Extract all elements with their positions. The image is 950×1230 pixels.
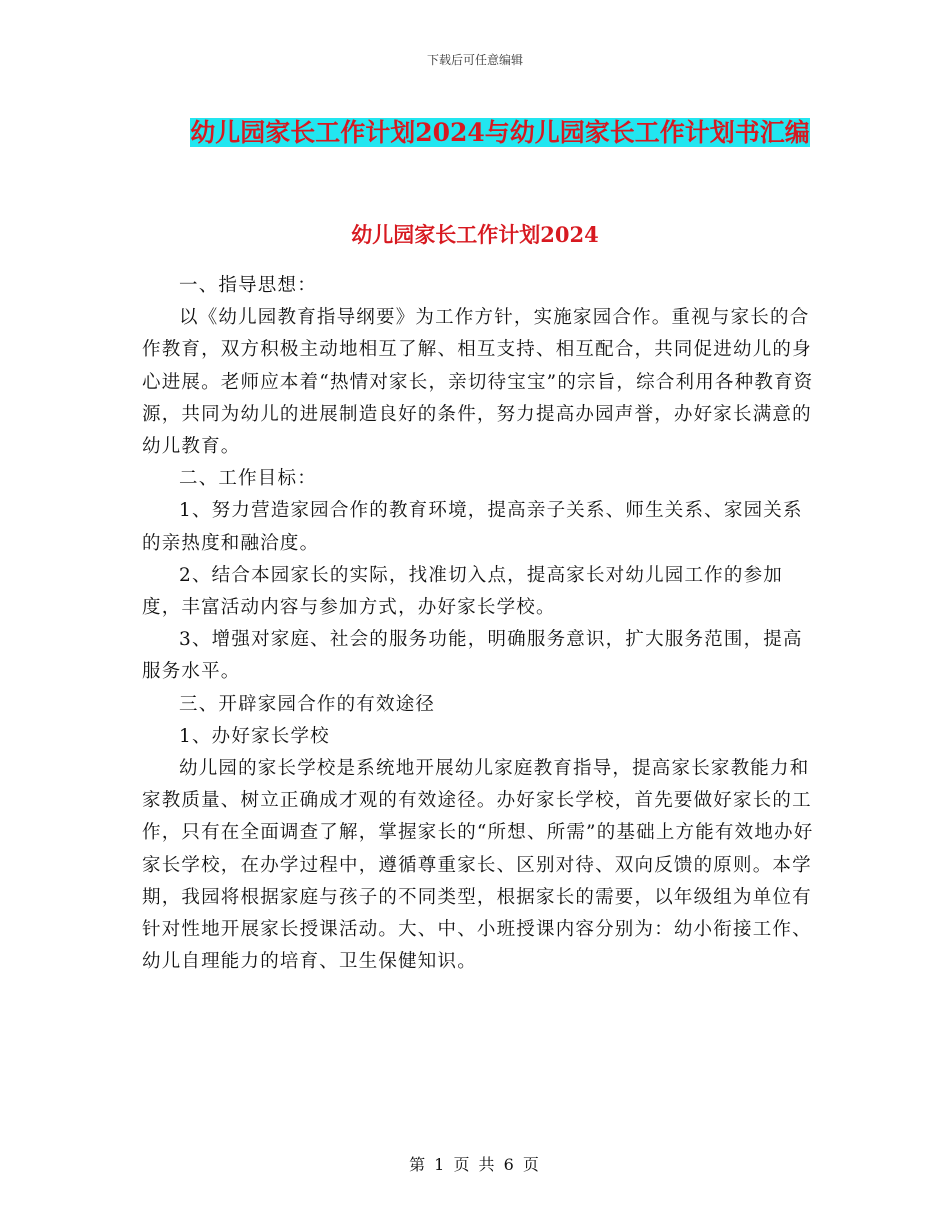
goal-item-3: 3、增强对家庭、社会的服务功能，明确服务意识，扩大服务范围，提高服务水平。 [142,629,803,683]
section-title: 幼儿园家长工作计划2024 [351,222,599,247]
heading-cooperation-paths: 三、开辟家园合作的有效途径 [179,693,436,715]
page-number: 第 1 页 共 6 页 [409,1155,541,1174]
document-title [140,110,860,155]
document-title-text: 幼儿园家长工作计划2024与幼儿园家长工作计划书汇编 [190,118,810,147]
subheading-parent-school: 1、办好家长学校 [179,725,330,747]
goal-item-1: 1、努力营造家园合作的教育环境，提高亲子关系、师生关系、家园关系的亲热度和融洽度。 [142,500,803,554]
document-body [142,270,818,978]
paragraph-parent-school: 幼儿园的家长学校是系统地开展幼儿家庭教育指导，提高家长家教能力和家教质量、树立正确成才观的有效途径。办好家长学校，首先要做好家长的工作，只有在全面调查了解，掌握家长的“所想、所需”的基础上方能有效地办好家长学校，在办学过程中，遵循尊重家长、区别对待、双向反馈的原则。本学期，我园将根据家庭与孩子的不同类型，根据家长的需要，以年级组为单位有针对性地开展家长授课活动。大、中、小班授课内容分别为：幼小衔接工作、幼儿自理能力的培育、卫生保健知识。 [142,758,814,973]
heading-work-goals: 二、工作目标： [179,468,317,490]
heading-guiding-thought: 一、指导思想： [179,275,317,296]
goal-item-2: 2、结合本园家长的实际，找准切入点，提高家长对幼儿园工作的参加度，丰富活动内容与参加方式，办好家长学校。 [142,564,783,619]
paragraph-guiding-thought: 以《幼儿园教育指导纲要》为工作方针，实施家园合作。重视与家长的合作教育，双方积极主动地相互了解、相互支持、相互配合，共同促进幼儿的身心进展。老师应本着“热情对家长，亲切待宝宝”的宗旨，综合利用各种教育资源，共同为幼儿的进展制造良好的条件，努力提高办园声誉，办好家长满意的幼儿教育。 [142,307,814,458]
page-header: 下载后可任意编辑 [426,53,523,67]
